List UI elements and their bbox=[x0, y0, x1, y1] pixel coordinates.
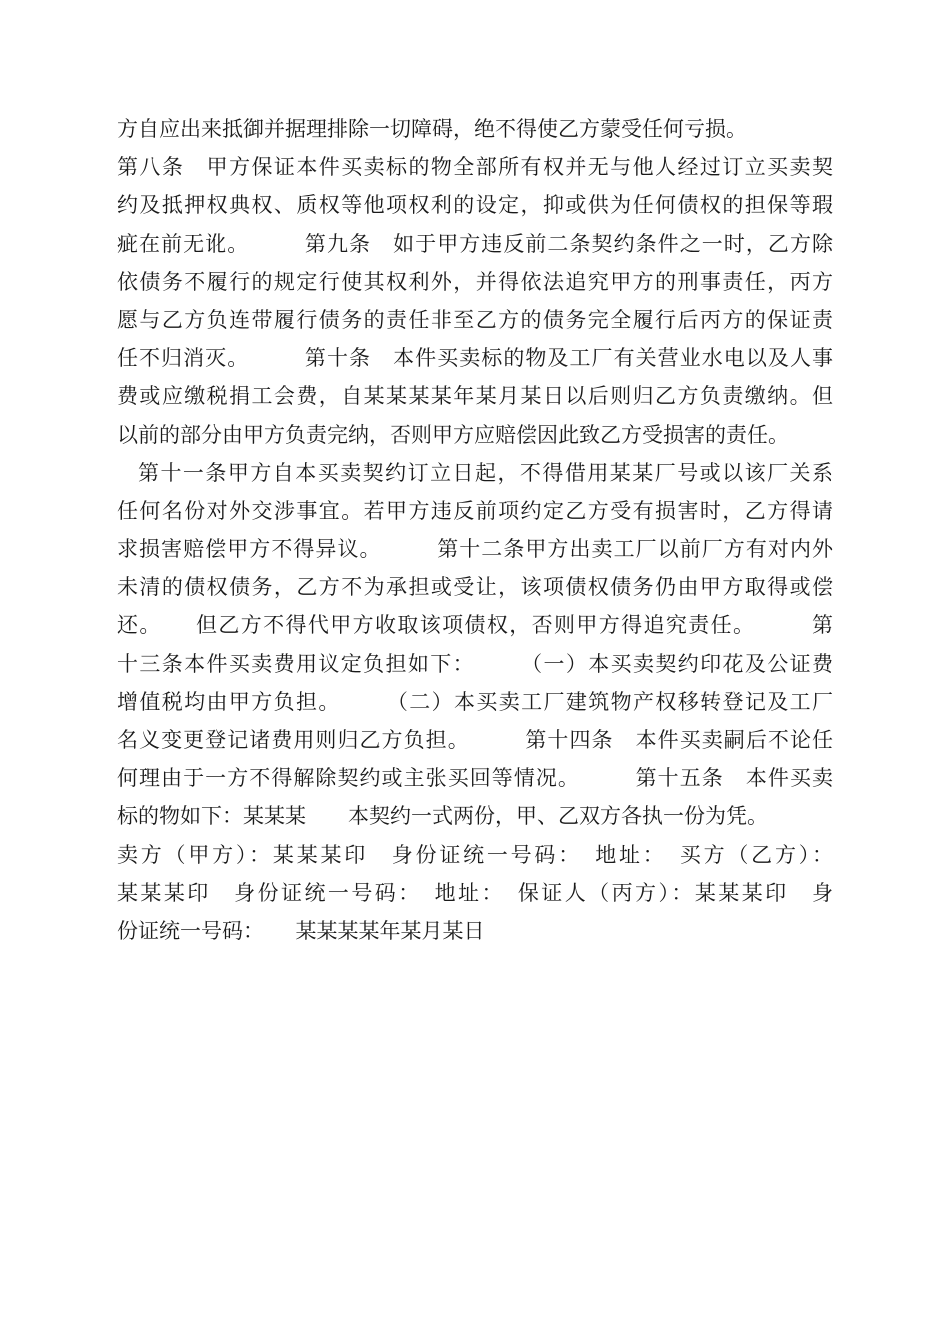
text-line: 十三条本件买卖费用议定负担如下： （一）本买卖契约印花及公证费 bbox=[117, 651, 833, 676]
text-line: 何理由于一方不得解除契约或主张买回等情况。 第十五条 本件买卖 bbox=[117, 766, 833, 791]
text-line: 疵在前无讹。 第九条 如于甲方违反前二条契约条件之一时，乙方除 bbox=[117, 231, 833, 256]
text-line: 还。 但乙方不得代甲方收取该项债权，否则甲方得追究责任。 第 bbox=[117, 613, 833, 638]
text-line: 第十一条甲方自本买卖契约订立日起，不得借用某某厂号或以该厂关系 bbox=[138, 460, 833, 485]
text-line: 第八条 甲方保证本件买卖标的物全部所有权并无与他人经过订立买卖契 bbox=[117, 155, 833, 180]
contract-text-body bbox=[117, 110, 833, 950]
text-line: 任何名份对外交涉事宜。若甲方违反前项约定乙方受有损害时，乙方得请 bbox=[117, 498, 833, 523]
text-line: 增值税均由甲方负担。 （二）本买卖工厂建筑物产权移转登记及工厂 bbox=[117, 689, 833, 714]
text-line: 方自应出来抵御并据理排除一切障碍，绝不得使乙方蒙受任何亏损。 bbox=[117, 117, 747, 141]
text-line: 标的物如下：某某某 本契约一式两份，甲、乙双方各执一份为凭。 bbox=[117, 804, 768, 829]
text-line: 任不归消灭。 第十条 本件买卖标的物及工厂有关营业水电以及人事 bbox=[117, 346, 833, 371]
text-line: 愿与乙方负连带履行债务的责任非至乙方的债务完全履行后丙方的保证责 bbox=[117, 307, 833, 332]
text-line: 名义变更登记诸费用则归乙方负担。 第十四条 本件买卖嗣后不论任 bbox=[117, 728, 833, 752]
text-line: 约及抵押权典权、质权等他项权利的设定，抑或供为任何债权的担保等瑕 bbox=[117, 193, 833, 218]
text-line: 费或应缴税捐工会费，自某某某某年某月某日以后则归乙方负责缴纳。但 bbox=[117, 384, 833, 409]
text-line: 未清的债权债务，乙方不为承担或受让，该项债权债务仍由甲方取得或偿 bbox=[117, 575, 833, 600]
text-line: 求损害赔偿甲方不得异议。 第十二条甲方出卖工厂以前厂方有对内外 bbox=[117, 537, 833, 562]
text-line: 某某某印 身份证统一号码： 地址： 保证人（丙方）：某某某印 身 bbox=[117, 880, 833, 905]
text-line: 卖方（甲方）：某某某印 身份证统一号码： 地址： 买方（乙方）： bbox=[117, 842, 833, 867]
text-line: 份证统一号码： 某某某某年某月某日 bbox=[117, 918, 485, 943]
text-line: 以前的部分由甲方负责完纳，否则甲方应赔偿因此致乙方受损害的责任。 bbox=[117, 422, 789, 447]
text-line: 依债务不履行的规定行使其权利外，并得依法追究甲方的刑事责任，丙方 bbox=[117, 269, 833, 294]
